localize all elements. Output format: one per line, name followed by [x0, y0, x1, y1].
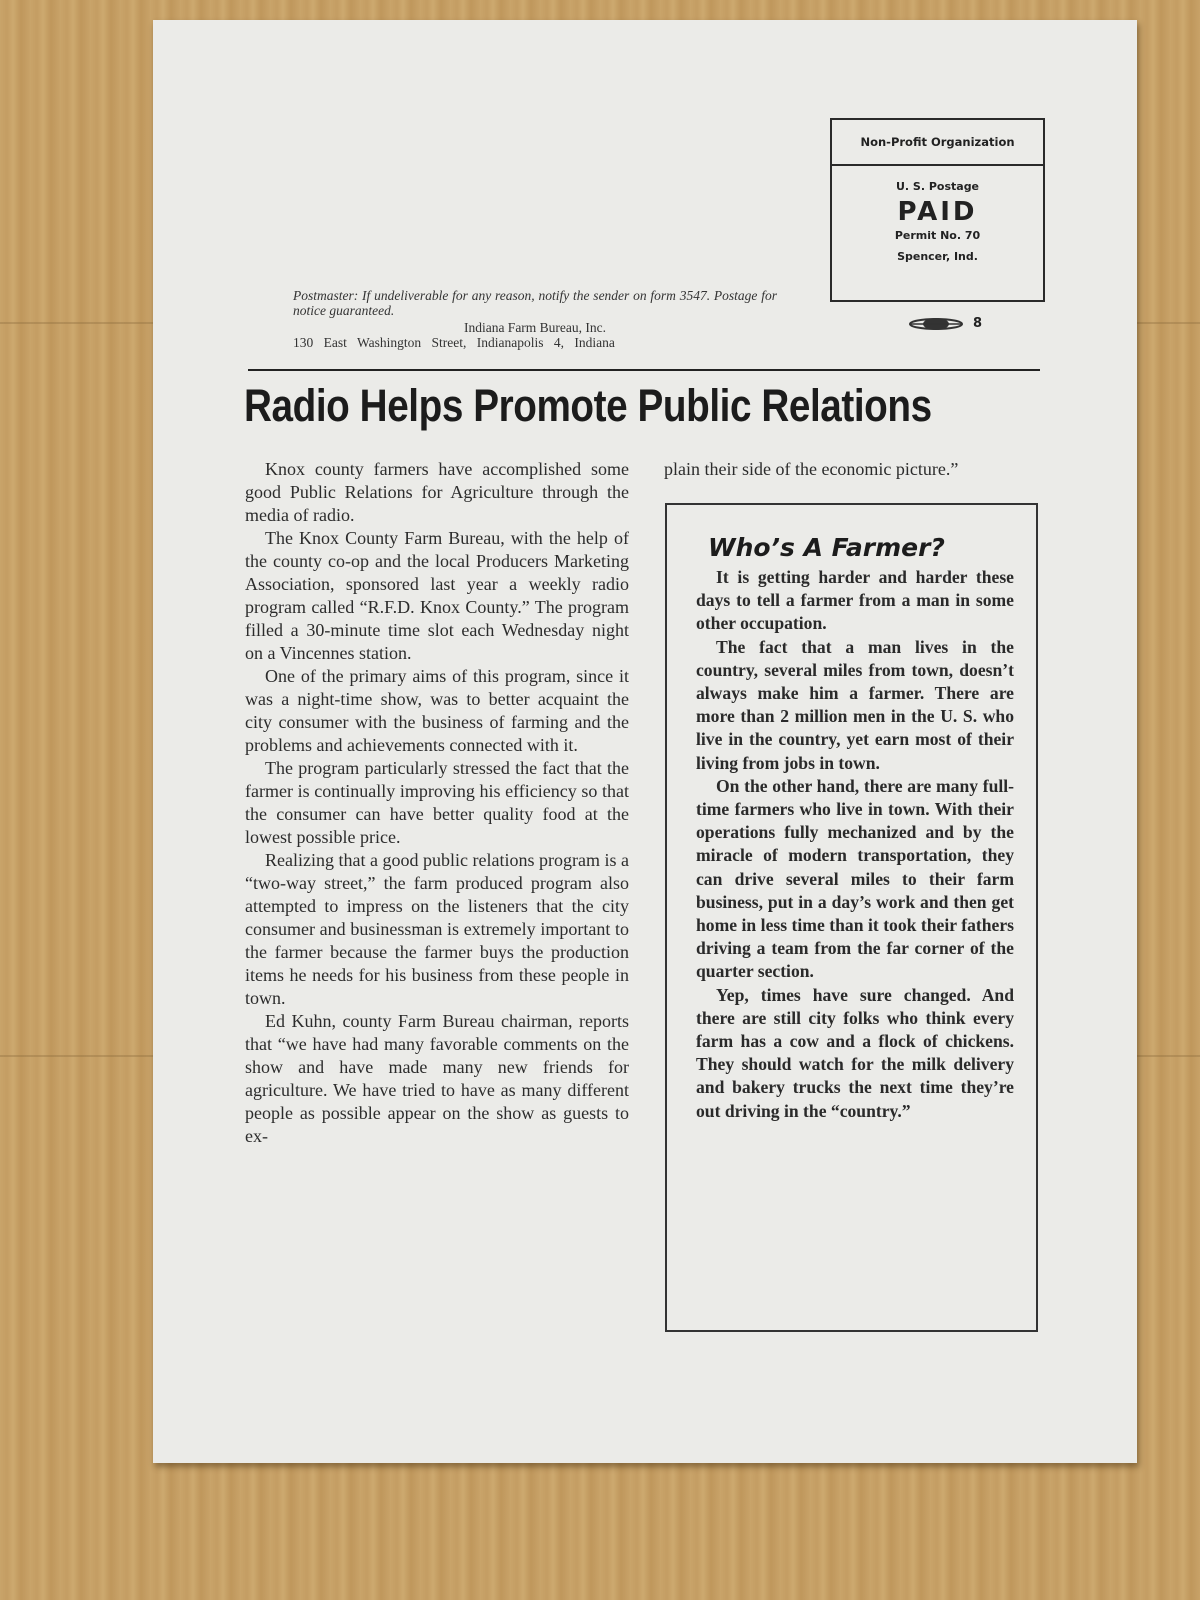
article-column-2 [664, 458, 1044, 481]
indicia-org: Non-Profit Organization [832, 120, 1043, 166]
sidebar-body [696, 566, 1014, 1123]
page-number-area [909, 316, 982, 331]
farm-bureau-emblem-icon [909, 317, 963, 331]
paragraph: Realizing that a good public relations program is a “two-way street,” the farm produced program also attempted to impress on the listeners that the city consumer and businessman is extremely important to the farmer because the farmer buys the production items he needs for his business from these people in town. [245, 850, 629, 1008]
indicia-city: Spencer, Ind. [897, 250, 978, 263]
paragraph: One of the primary aims of this program, since it was a night-time show, was to better acquaint the city consumer with the business of farming and the problems and achievements connected with it. [245, 666, 629, 755]
paragraph: Knox county farmers have accomplished some good Public Relations for Agriculture through the media of radio. [245, 459, 629, 525]
article-headline: Radio Helps Promote Public Relations [244, 380, 932, 431]
sidebar-title: Who’s A Farmer? [708, 533, 945, 562]
paragraph: The fact that a man lives in the country, several miles from town, doesn’t always make him a farmer. There are more than 2 million men in the U. S. who live in the country, yet earn most of their living from jobs in town. [696, 636, 1014, 773]
paragraph-continuation: plain their side of the economic picture.” [664, 459, 959, 479]
paragraph: It is getting harder and harder these days to tell a farmer from a man in some other occupation. [696, 567, 1014, 634]
postmaster-notice [293, 288, 777, 350]
indicia-permit: Permit No. 70 [894, 229, 981, 242]
indicia-paid: PAID [897, 197, 978, 227]
publisher-name: Indiana Farm Bureau, Inc. [463, 320, 607, 335]
paragraph: Yep, times have sure changed. And there are still city folks who think every farm has a cow and a flock of chickens. They should watch for the milk delivery and bakery trucks the next time they’re out driving in the “country.” [696, 984, 1014, 1121]
postmaster-text: Postmaster: If undeliverable for any reason, notify the sender on form 3547. Postage for notice guaranteed. [293, 288, 777, 318]
paragraph: The program particularly stressed the fact that the farmer is continually improving his efficiency so that the consumer can have better quality food at the lowest possible price. [245, 758, 629, 847]
paragraph: On the other hand, there are many full-time farmers who live in town. With their operations fully mechanized and by the miracle of modern transportation, they can drive several miles to their farm business, put in a day’s work and then get home in less time than it took their fathers driving a team from the far corner of the quarter section. [696, 775, 1014, 982]
newsletter-page [153, 20, 1137, 1463]
article-column-1 [245, 458, 629, 1148]
paragraph: Ed Kuhn, county Farm Bureau chairman, reports that “we have had many favorable comments on the show and have made many new friends for agriculture. We have tried to have as many different people as possible appear on the show as guests to ex- [245, 1011, 629, 1146]
header-rule [248, 369, 1040, 371]
paragraph: The Knox County Farm Bureau, with the help of the county co-op and the local Producers Marketing Association, sponsored last year a weekly radio program called “R.F.D. Knox County.” The program filled a 30-minute time slot each Wednesday night on a Vincennes station. [245, 528, 629, 663]
indicia-postage: U. S. Postage [895, 180, 980, 193]
postage-indicia [830, 118, 1045, 302]
publisher-address: 130 East Washington Street, Indianapolis 4, Indiana [293, 335, 615, 350]
page-number: 8 [973, 316, 983, 331]
